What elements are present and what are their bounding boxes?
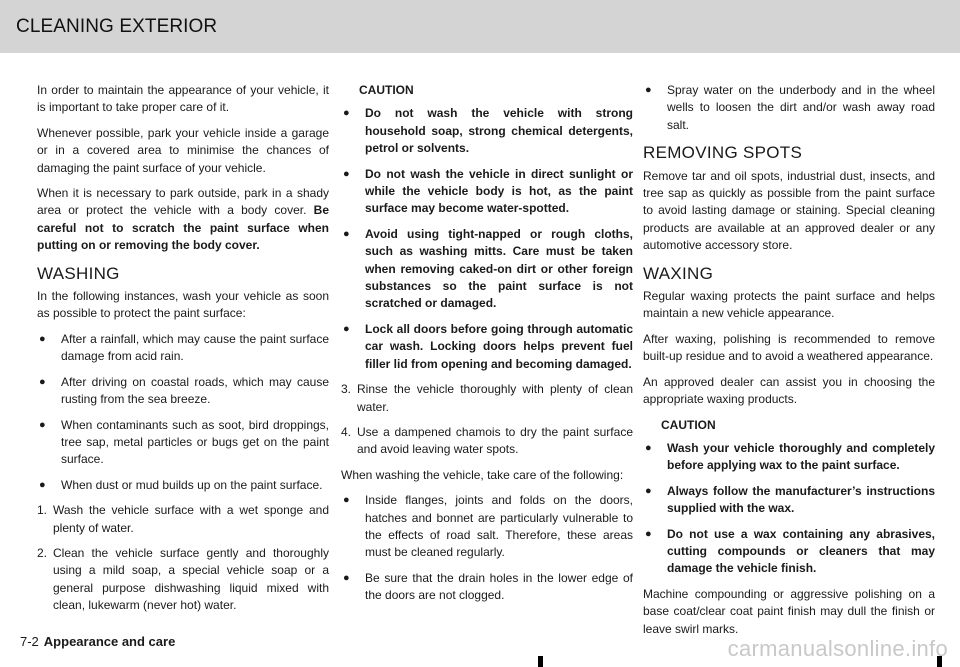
step-item [37,545,329,615]
bullet-icon: ● [343,107,350,120]
section-name: Appearance and care [43,634,176,649]
bullet-icon: ● [343,571,350,584]
waxing-paragraph: An approved dealer can assist you in choosing the appropriate waxing products. [643,374,935,407]
intro-paragraph: In order to maintain the appearance of your vehicle, it is important to take proper care of it. [37,83,329,115]
step-number: 4. [341,424,352,439]
bullet-icon: ● [645,84,652,96]
list-item [341,570,633,605]
page-footer [20,634,175,649]
bullet-icon: ● [343,322,350,335]
page-header [0,0,960,53]
caution-item [341,321,633,373]
bullet-icon: ● [39,332,46,345]
registration-mark [538,656,543,667]
waxing-paragraph: Regular waxing protects the paint surface and helps maintain a new vehicle appearance. [643,289,935,321]
caution-item [341,166,633,218]
page-number: 7-2 [20,634,39,649]
bullet-icon: ● [343,227,350,240]
caution-item [643,440,935,475]
list-item-text: When dust or mud builds up on the paint surface. [61,477,323,492]
list-item [37,331,329,366]
step-item [341,381,633,416]
column-1 [37,82,329,623]
list-item-text: Be sure that the drain holes in the lower edge of the doors are not clogged. [365,570,633,603]
garage-paragraph: Whenever possible, park your vehicle inside a garage or in a covered area to minimise the chances of damaging the paint surface of your vehicle. [37,125,329,175]
caution-text: Wash your vehicle thoroughly and completely before applying wax to the paint surface. [667,440,935,473]
list-item [37,374,329,409]
caution-item [341,226,633,313]
column-3 [643,82,935,646]
bullet-icon: ● [343,167,350,180]
list-item [37,477,329,494]
step-text: Use a dampened chamois to dry the paint surface and avoid leaving water spots. [357,424,633,457]
outside-parking-text: When it is necessary to park outside, park in a shady area or protect the vehicle with a body cover. [37,186,329,218]
caution-text: Avoid using tight-napped or rough cloths, such as washing mitts. Care must be taken when removing caked-on dirt or other foreign substances so the paint surface is not scratched or damaged. [365,226,633,311]
step-text: Wash the vehicle surface with a wet sponge and plenty of water. [53,503,329,535]
step-item [37,502,329,537]
list-item-text: Inside flanges, joints and folds on the doors, hatches and bonnet are particularly vulnerable to the effects of road salt. Therefore, these areas must be cleaned regularly. [365,493,633,560]
list-item-text: After a rainfall, which may cause the paint surface damage from acid rain. [61,331,329,364]
list-item-text: After driving on coastal roads, which may cause rusting from the sea breeze. [61,374,329,407]
step-number: 1. [37,503,48,518]
body-cover-warning: Be careful not to scratch the paint surface when putting on or removing the body cover. [37,203,329,253]
list-item-text: Spray water on the underbody and in the wheel wells to loosen the dirt and/or wash away road salt. [667,83,935,132]
caution-item [643,526,935,578]
removing-spots-text: Remove tar and oil spots, industrial dust, insects, and tree sap as quickly as possible from the paint surface to avoid lasting damage or staining. Special cleaning products are available at an approved dealer or any automotive accessory store. [643,168,935,253]
bullet-icon: ● [645,441,652,454]
step-text: Clean the vehicle surface gently and thoroughly using a mild soap, a special vehicle soap or a general purpose dishwashing liquid mixed with clean, lukewarm (never hot) water. [53,545,329,613]
list-item [37,417,329,469]
caution-text: Lock all doors before going through automatic car wash. Locking doors helps prevent fuel filler lid from opening and becoming damaged. [365,321,633,371]
bullet-icon: ● [39,375,46,388]
list-item-text: When contaminants such as soot, bird droppings, tree sap, metal particles or bugs get on the paint surface. [61,417,329,467]
washing-intro: In the following instances, wash your vehicle as soon as possible to protect the paint surface: [37,289,329,321]
washing-heading: WASHING [37,263,120,283]
caution-text: Do not wash the vehicle with strong household soap, strong chemical detergents, petrol or solvents. [365,106,633,156]
step-text: Rinse the vehicle thoroughly with plenty of clean water. [357,382,633,414]
removing-spots-heading: REMOVING SPOTS [643,143,803,163]
list-item [643,82,935,134]
waxing-heading: WAXING [643,263,714,283]
list-item [341,492,633,562]
caution-item [341,105,633,157]
care-intro: When washing the vehicle, take care of the following: [341,467,624,482]
bullet-icon: ● [645,527,652,540]
watermark: carmanualsonline.info [727,636,948,661]
caution-text: Do not use a wax containing any abrasives, cutting compounds or cleaners that may damage the vehicle finish. [667,526,935,576]
step-item [341,424,633,459]
bullet-icon: ● [645,484,652,497]
caution-text: Do not wash the vehicle in direct sunlight or while the vehicle body is hot, as the paint surface may become water-spotted. [365,166,633,216]
caution-label: CAUTION [359,83,414,97]
waxing-paragraph: After waxing, polishing is recommended to remove built-up residue and to avoid a weathered appearance. [643,331,935,364]
bullet-icon: ● [343,494,350,507]
step-number: 2. [37,545,48,560]
caution-item [643,483,935,518]
column-2 [341,82,633,613]
step-number: 3. [341,382,352,397]
bullet-icon: ● [39,478,46,491]
caution-label: CAUTION [661,417,716,432]
outside-parking-paragraph [37,185,329,255]
closing-paragraph: Machine compounding or aggressive polishing on a base coat/clear coat paint finish may dull the finish or leave swirl marks. [643,586,935,636]
bullet-icon: ● [39,418,46,431]
page-title: CLEANING EXTERIOR [16,16,218,37]
caution-text: Always follow the manufacturer’s instructions supplied with the wax. [667,483,935,516]
